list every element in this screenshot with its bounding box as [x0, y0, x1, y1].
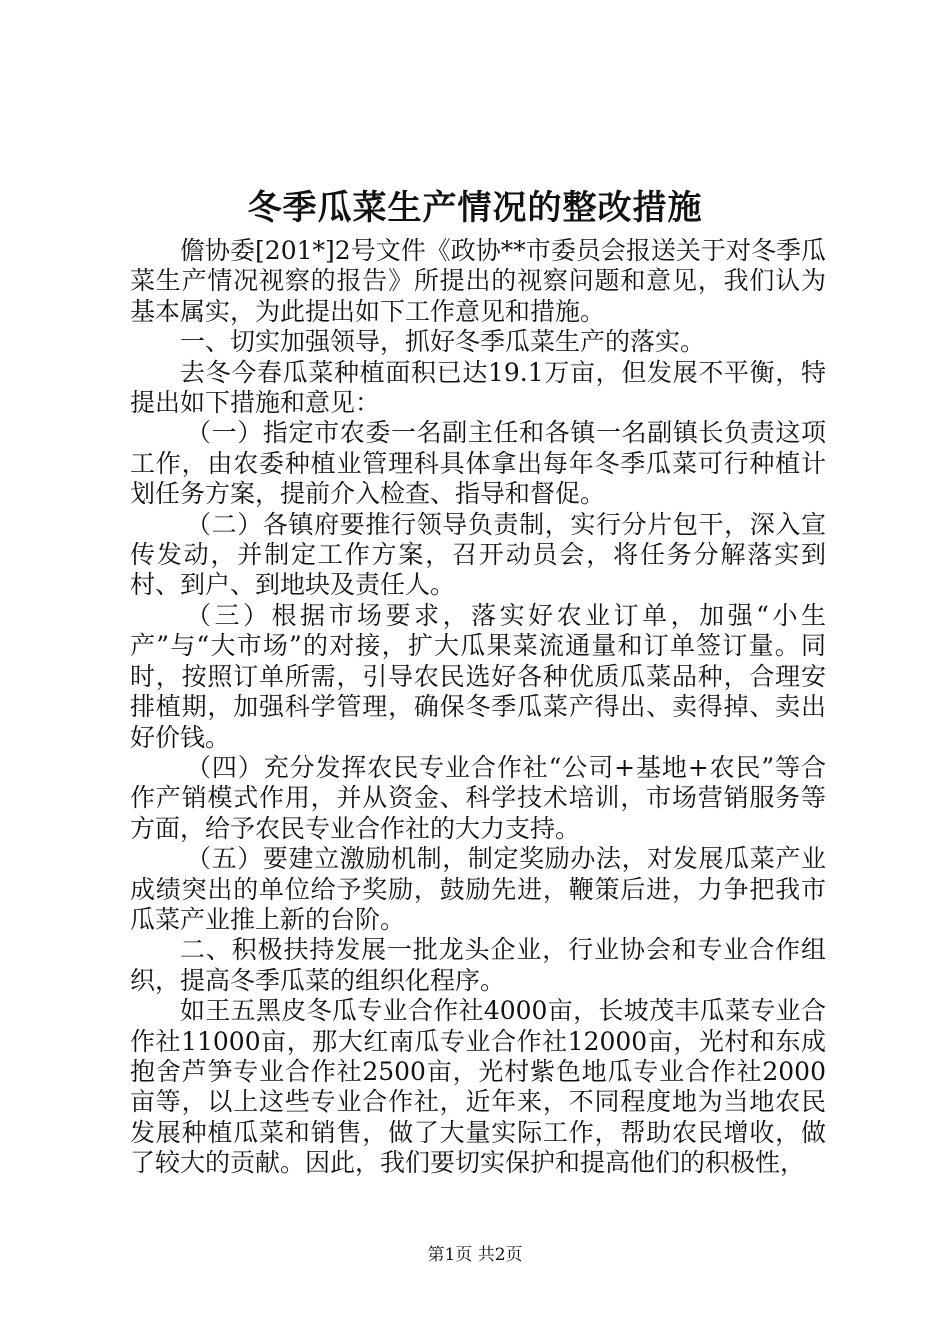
page-footer: 第1页 共2页 — [427, 1245, 523, 1265]
paragraph-section-1-body: 去冬今春瓜菜种植面积已达19.1万亩，但发展不平衡，特提出如下措施和意见： — [130, 357, 826, 418]
list-item-1: （一）指定市农委一名副主任和各镇一名副镇长负责这项工作，由农委种植业管理科具体拿出每年冬季瓜菜可行种植计划任务方案，提前介入检查、指导和督促。 — [130, 418, 826, 509]
document-title: 冬季瓜菜生产情况的整改措施 — [247, 188, 703, 228]
section-heading-2: 二、积极扶持发展一批龙头企业，行业协会和专业合作组织，提高冬季瓜菜的组织化程序。 — [130, 935, 826, 995]
paragraph-section-2-body: 如王五黑皮冬瓜专业合作社4000亩，长坡茂丰瓜菜专业合作社11000亩，那大红南瓜专业合作社12000亩，光村和东成抱舍芦笋专业合作社2500亩，光村紫色地瓜专业合作社2000亩等，以上这些专业合作社，近年来，不同程度地为当地农民发展种植瓜菜和销售，做了大量实际工作，帮助农民增收，做了较大的贡献。因此，我们要切实保护和提高他们的积极性， — [130, 996, 826, 1178]
document-body — [130, 236, 826, 1179]
list-item-2: （二）各镇府要推行领导负责制，实行分片包干，深入宣传发动，并制定工作方案，召开动员会，将任务分解落实到村、到户、到地块及责任人。 — [130, 509, 826, 600]
list-item-4: （四）充分发挥农民专业合作社“公司+基地+农民”等合作产销模式作用，并从资金、科学技术培训，市场营销服务等方面，给予农民专业合作社的大力支持。 — [130, 752, 826, 843]
list-item-5: （五）要建立激励机制，制定奖励办法，对发展瓜菜产业成绩突出的单位给予奖励，鼓励先进，鞭策后进，力争把我市瓜菜产业推上新的台阶。 — [130, 844, 826, 934]
list-item-3: （三）根据市场要求，落实好农业订单，加强“小生产”与“大市场”的对接，扩大瓜果菜流通量和订单签订量。同时，按照订单所需，引导农民选好各种优质瓜菜品种，合理安排植期，加强科学管理，确保冬季瓜菜产得出、卖得掉、卖出好价钱。 — [130, 600, 826, 752]
section-heading-1: 一、切实加强领导，抓好冬季瓜菜生产的落实。 — [180, 327, 706, 357]
paragraph-intro: 儋协委[201*]2号文件《政协**市委员会报送关于对冬季瓜菜生产情况视察的报告》所提出的视察问题和意见，我们认为基本属实，为此提出如下工作意见和措施。 — [130, 236, 826, 326]
